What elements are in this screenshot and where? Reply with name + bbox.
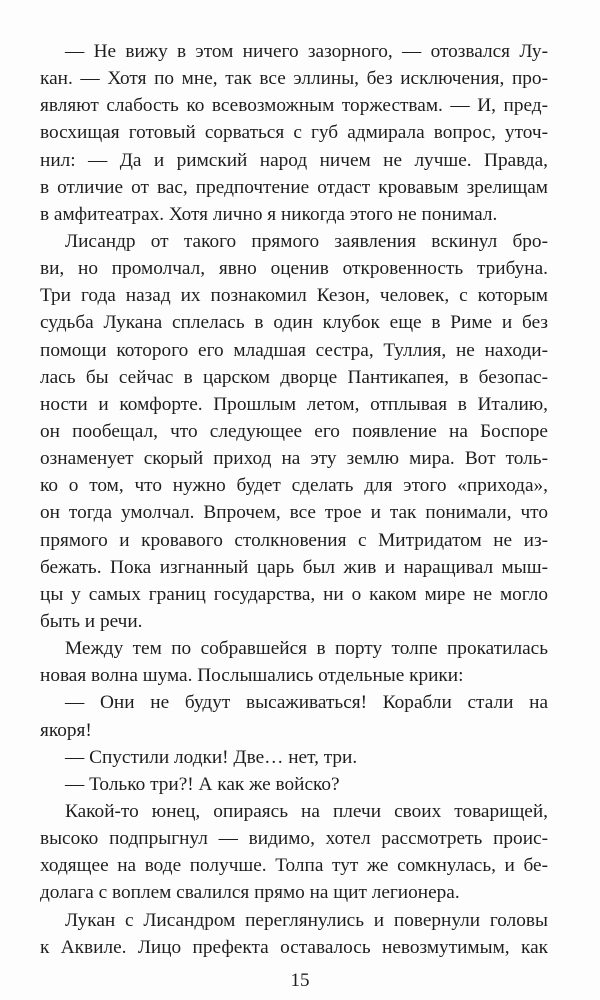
text-line: высоко подпрыгнул — видимо, хотел рассмотреть проис-: [40, 828, 548, 850]
text-line: ходящее на воде получше. Толпа тут же сомкнулась, и бе-: [40, 855, 548, 877]
text-line: помощи которого его младшая сестра, Туллия, не находи-: [40, 339, 548, 361]
text-line: ности и комфорте. Прошлым летом, отплывая в Италию,: [40, 393, 548, 415]
text-line: новая волна шума. Послышались отдельные крики:: [40, 665, 464, 687]
text-line: — Не вижу в этом ничего зазорного, — отозвался Лу-: [65, 41, 548, 62]
page-body-text: [40, 38, 548, 961]
text-line: Три года назад их познакомил Кезон, человек, с которым: [40, 285, 548, 307]
text-line: лась бы сейчас в царском дворце Пантикапея, в безопас-: [40, 366, 548, 388]
text-line: прямого и кровавого столкновения с Митридатом не из-: [40, 529, 548, 551]
text-line: Лисандр от такого прямого заявления вскинул бро-: [65, 230, 548, 252]
text-line: ви, но промолчал, явно оценив откровенность трибуна.: [40, 258, 548, 280]
text-line: в отличие от вас, предпочтение отдаст кровавым зрелищам: [40, 176, 548, 198]
paragraph: [40, 38, 548, 228]
text-line: бежать. Пока изгнанный царь был жив и наращивал мыш-: [40, 556, 548, 578]
paragraph: [40, 798, 548, 907]
text-line: он пообещал, что следующее его появление на Боспоре: [40, 420, 548, 442]
paragraph: [40, 744, 548, 771]
text-line: — Спустили лодки! Две… нет, три.: [65, 746, 358, 768]
paragraph: [40, 771, 548, 798]
text-line: Какой-то юнец, опираясь на плечи своих товарищей,: [65, 800, 548, 822]
text-line: долага с воплем свалился прямо на щит легионера.: [40, 882, 460, 904]
page-number: 15: [290, 970, 310, 991]
text-line: ко о том, что нужно будет сделать для этого «прихода»,: [40, 475, 548, 497]
text-line: восхищая готовый сорваться с губ адмирала вопрос, уточ-: [40, 122, 548, 144]
text-line: ознаменует скорый приход на эту землю мира. Вот толь-: [40, 448, 548, 470]
paragraph: [40, 228, 548, 635]
text-line: в амфитеатрах. Хотя лично я никогда этого не понимал.: [40, 203, 498, 225]
text-line: якоря!: [40, 719, 92, 741]
paragraph: [40, 907, 548, 961]
text-line: быть и речи.: [40, 610, 143, 632]
text-line: Между тем по собравшейся в порту толпе прокатилась: [65, 638, 548, 660]
text-line: нил: — Да и римский народ ничем не лучше. Правда,: [40, 149, 548, 171]
text-line: являют слабость ко всевозможным торжествам. — И, пред-: [40, 95, 548, 117]
paragraph: [40, 689, 548, 743]
paragraph: [40, 635, 548, 689]
text-line: Лукан с Лисандром переглянулись и повернули головы: [65, 909, 548, 931]
text-line: кан. — Хотя по мне, так все эллины, без исключения, про-: [40, 68, 548, 90]
text-line: — Только три?! А как же войско?: [65, 773, 340, 795]
text-line: он тогда умолчал. Впрочем, все трое и так понимали, что: [40, 502, 548, 524]
text-line: к Аквиле. Лицо префекта оставалось невозмутимым, как: [40, 936, 548, 958]
text-line: — Они не будут высаживаться! Корабли стали на: [65, 692, 548, 714]
text-line: цы у самых границ государства, ни о каком мире не могло: [40, 583, 548, 605]
text-line: судьба Лукана сплелась в один клубок еще в Риме и без: [40, 312, 548, 334]
